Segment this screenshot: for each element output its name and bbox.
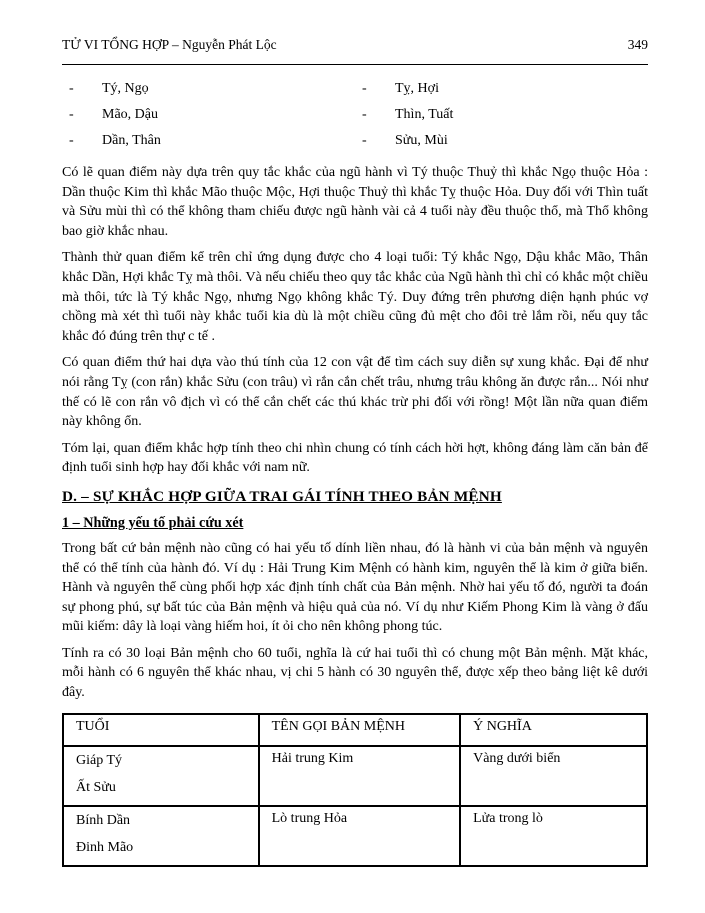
dash-bullet: - [69,81,74,96]
section-heading: D. – SỰ KHẮC HỢP GIỮA TRAI GÁI TÍNH THEO BẢN MỆNH [62,487,502,505]
pair-label: Thìn, Tuất [395,107,454,122]
pair-label: Sửu, Mùi [395,133,448,148]
running-header [62,36,648,53]
list-item-left [62,107,355,123]
table-cell-name: Lò trung Hỏa [259,806,460,866]
list-item [62,128,648,154]
page-number: 349 [627,37,648,52]
table-header-cell-ten: TÊN GỌI BẢN MỆNH [259,714,460,746]
table-cell-meaning: Vàng dưới biển [460,746,647,806]
table-header-cell-tuoi: TUỔI [63,714,259,746]
paragraph: Có lẽ quan điểm này dựa trên quy tắc khắc của ngũ hành vì Tý thuộc Thuỷ thì khắc Ngọ thuộc Hỏa : Dần thuộc Kim thì khắc Mão thuộc Mộc, Hợi thuộc Thuỷ thì khắc Tỵ thuộc Hỏa. Duy đối với Thìn tuất và Sửu mùi thì có thể không tham chiếu được ngũ hành vài cả 4 tuổi này đều thuộc thổ, mà Thổ không bao giờ khắc nhau. [62,165,648,239]
dash-bullet: - [362,81,367,96]
pair-label: Tý, Ngọ [102,81,149,96]
paragraph: Tóm lại, quan điểm khắc hợp tính theo chi nhìn chung có tính cách hời hợt, không đáng làm căn bản để định tuổi sinh hợp hay đối khắc với nam nữ. [62,440,648,476]
dash-bullet: - [362,133,367,148]
ban-menh-table [62,713,648,867]
list-item-right [355,81,648,97]
list-item [62,102,648,128]
list-item-left [62,133,355,149]
pair-label: Mão, Dậu [102,107,158,122]
paragraph: Có quan điểm thứ hai dựa vào thú tính của 12 con vật để tìm cách suy diễn sự xung khắc. Đại để như nói rằng Tỵ (con rắn) khắc Sửu (con trâu) vì rắn cắn chết trâu, nhưng trâu không ăn được rắn... Nói như thế có lẽ con rắn vô địch vì có thể cắn chết các thú khác trừ phi đối với rồng! Một lần nữa quan điểm này không ổn. [62,355,648,430]
dash-bullet: - [362,107,367,122]
table-cell-ages [63,746,259,806]
age-line: Bính Dần [76,812,131,828]
pair-label: Dần, Thân [102,133,161,148]
subsection-heading: 1 – Những yếu tố phải cứu xét [62,514,244,531]
table-cell-ages [63,806,259,866]
paragraph: Tính ra có 30 loại Bản mệnh cho 60 tuổi, nghĩa là cứ hai tuổi thì có chung một Bản mệnh. Mặt khác, mỗi hành có 6 nguyên thể khác nhau, vị chi 5 hành có 30 nguyên thể, được xếp theo bảng liệt kê dưới đây. [62,645,648,701]
age-line: Ất Sửu [76,780,116,796]
book-title: TỬ VI TỔNG HỢP – Nguyễn Phát Lộc [62,37,277,52]
age-line: Giáp Tý [76,752,123,768]
list-item-right [355,133,648,149]
table-cell-meaning: Lửa trong lò [460,806,647,866]
list-item-right [355,107,648,123]
zodiac-pair-list [62,76,648,154]
header-divider [62,64,648,65]
table-row [63,746,647,806]
dash-bullet: - [69,107,74,122]
age-line: Đinh Mão [76,840,134,856]
table-cell-name: Hải trung Kim [259,746,460,806]
list-item [62,76,648,102]
table-header-row [63,714,647,746]
dash-bullet: - [69,133,74,148]
table-row [63,806,647,866]
list-item-left [62,81,355,97]
paragraph: Trong bất cứ bản mệnh nào cũng có hai yếu tố dính liền nhau, đó là hành vi của bản mệnh và nguyên thể có thể tính của hành đó. Ví dụ : Hải Trung Kim Mệnh có hành kim, nguyên thể là kim ở giữa biển. Hành và nguyên thể cùng phối hợp xác định tính chất của Bản mệnh. Nhờ hai yếu tố đó, người ta đoán sự phong phú, sự bất túc của Bản mệnh và hiệu quả của nó. Ví dụ như Kiếm Phong Kim là vàng ở đấu mũi kiếm: dây là loại vàng hiếm hoi, ít ỏi cho nên không phong túc. [62,540,648,635]
paragraph: Thành thử quan điểm kể trên chỉ ứng dụng được cho 4 loại tuổi: Tý khắc Ngọ, Dậu khắc Mão, Thân khắc Dần, Hợi khắc Tỵ mà thôi. Và nếu chiếu theo quy tắc khắc của Ngũ hành thì chỉ có khắc một chiều mà thôi, tức là Tý khắc Ngọ, nhưng Ngọ không khắc Tý. Duy đứng trên phương diện hạnh phúc vợ chồng mà xét thì tuổi này khắc tuổi kia dù là một chiều cũng đủ mệt cho đôi trẻ lắm rồi, nếu quy tắc khắc đó đúng trên thự c tế . [62,250,648,344]
table-header-cell-ynghia: Ý NGHĨA [460,714,647,746]
pair-label: Tỵ, Hợi [395,81,439,96]
